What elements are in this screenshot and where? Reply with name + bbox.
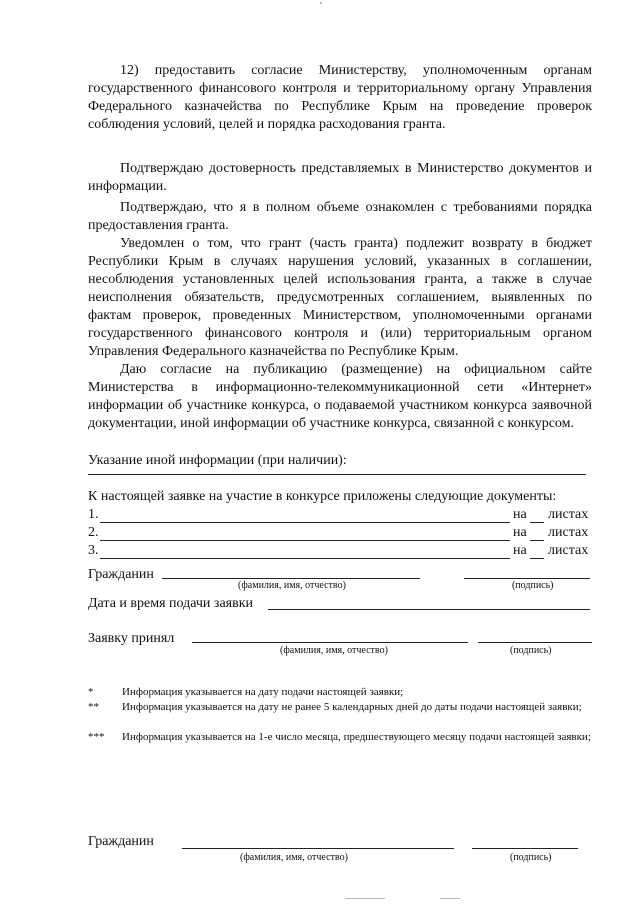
- scan-speck: [320, 2, 322, 4]
- accepted-fio-caption: (фамилия, имя, отчество): [280, 645, 388, 656]
- applicant-fio-caption: (фамилия, имя, отчество): [238, 580, 346, 591]
- footnote-marker: ***: [88, 731, 105, 743]
- other-info-field[interactable]: [88, 474, 586, 475]
- attachment-na: на: [513, 543, 527, 558]
- attachment-na: на: [513, 507, 527, 522]
- paragraph-refund-notice: Уведомлен о том, что грант (часть гранта) подлежит возврату в бюджет Республики Крым в случаях нарушения условий, указанных в соглашении, несоблюдения установленных целей использования гранта, а также в случае неисполнения обязательств, предусмотренных соглашением, выявленных по фактам проверок, проведенных Министерством, уполномоченными органами государственного финансового контроля и (или) территориальным органом Управления Федерального казначейства по Республике Крым.: [88, 236, 592, 359]
- footnote-3: [88, 730, 592, 745]
- attachment-sheets-label: листах: [548, 543, 589, 558]
- bottom-applicant-label: Гражданин: [88, 834, 154, 849]
- attachment-na: на: [513, 525, 527, 540]
- applicant-fio-field[interactable]: [162, 578, 420, 579]
- scan-speck: [345, 898, 385, 899]
- attachment-name-field[interactable]: [100, 558, 510, 559]
- attachment-sheets-field[interactable]: [530, 522, 544, 523]
- paragraph-confirm-familiarized: Подтверждаю, что я в полном объеме ознакомлен с требованиями порядка предоставления гранта.: [88, 200, 592, 233]
- paragraph-publication-consent: Даю согласие на публикацию (размещение) на официальном сайте Министерства в информационно-телекоммуникационной сети «Интернет» информации об участнике конкурса, о подаваемой участником конкурса заявочной документации, иной информации об участнике конкурса, связанной с конкурсом.: [88, 362, 592, 431]
- footnote-text: Информация указывается на дату подачи настоящей заявки;: [122, 686, 404, 698]
- bottom-signature-field[interactable]: [472, 848, 578, 849]
- paragraph-item-12: 12) предоставить согласие Министерству, уполномоченным органам государственного финансового контроля и территориальному органу Управления Федерального казначейства по Республике Крым на проведение проверок соблюдения условий, целей и порядка расходования гранта.: [88, 63, 592, 132]
- footnote-text: Информация указывается на дату не ранее 5 календарных дней до даты подачи настоящей заявки;: [122, 701, 582, 713]
- attachments-heading: К настоящей заявке на участие в конкурсе приложены следующие документы:: [88, 489, 557, 504]
- applicant-signature-caption: (подпись): [512, 580, 554, 591]
- footnote-text: Информация указывается на 1-е число месяца, предшествующего месяцу подачи настоящей заявки;: [122, 731, 591, 743]
- attachment-sheets-field[interactable]: [530, 540, 544, 541]
- attachment-sheets-field[interactable]: [530, 558, 544, 559]
- attachment-name-field[interactable]: [100, 522, 510, 523]
- applicant-signature-field[interactable]: [464, 578, 590, 579]
- attachment-name-field[interactable]: [100, 540, 510, 541]
- accepted-by-label: Заявку принял: [88, 631, 175, 646]
- submit-date-label: Дата и время подачи заявки: [88, 596, 254, 611]
- accepted-fio-field[interactable]: [192, 642, 468, 643]
- footnote-marker: *: [88, 686, 94, 698]
- footnote-1: [88, 685, 592, 700]
- attachment-number: 2.: [88, 525, 99, 540]
- attachment-number: 1.: [88, 507, 99, 522]
- footnote-2: [88, 700, 592, 715]
- paragraph-confirm-documents: Подтверждаю достоверность представляемых в Министерство документов и информации.: [88, 161, 592, 194]
- bottom-fio-field[interactable]: [182, 848, 454, 849]
- bottom-signature-caption: (подпись): [510, 852, 552, 863]
- attachment-number: 3.: [88, 543, 99, 558]
- scan-speck: [440, 898, 460, 899]
- accepted-signature-caption: (подпись): [510, 645, 552, 656]
- attachment-sheets-label: листах: [548, 507, 589, 522]
- bottom-fio-caption: (фамилия, имя, отчество): [240, 852, 348, 863]
- submit-date-field[interactable]: [268, 609, 590, 610]
- attachment-sheets-label: листах: [548, 525, 589, 540]
- accepted-signature-field[interactable]: [478, 642, 592, 643]
- other-info-label: Указание иной информации (при наличии):: [88, 453, 347, 468]
- footnote-marker: **: [88, 701, 99, 713]
- applicant-label: Гражданин: [88, 567, 154, 582]
